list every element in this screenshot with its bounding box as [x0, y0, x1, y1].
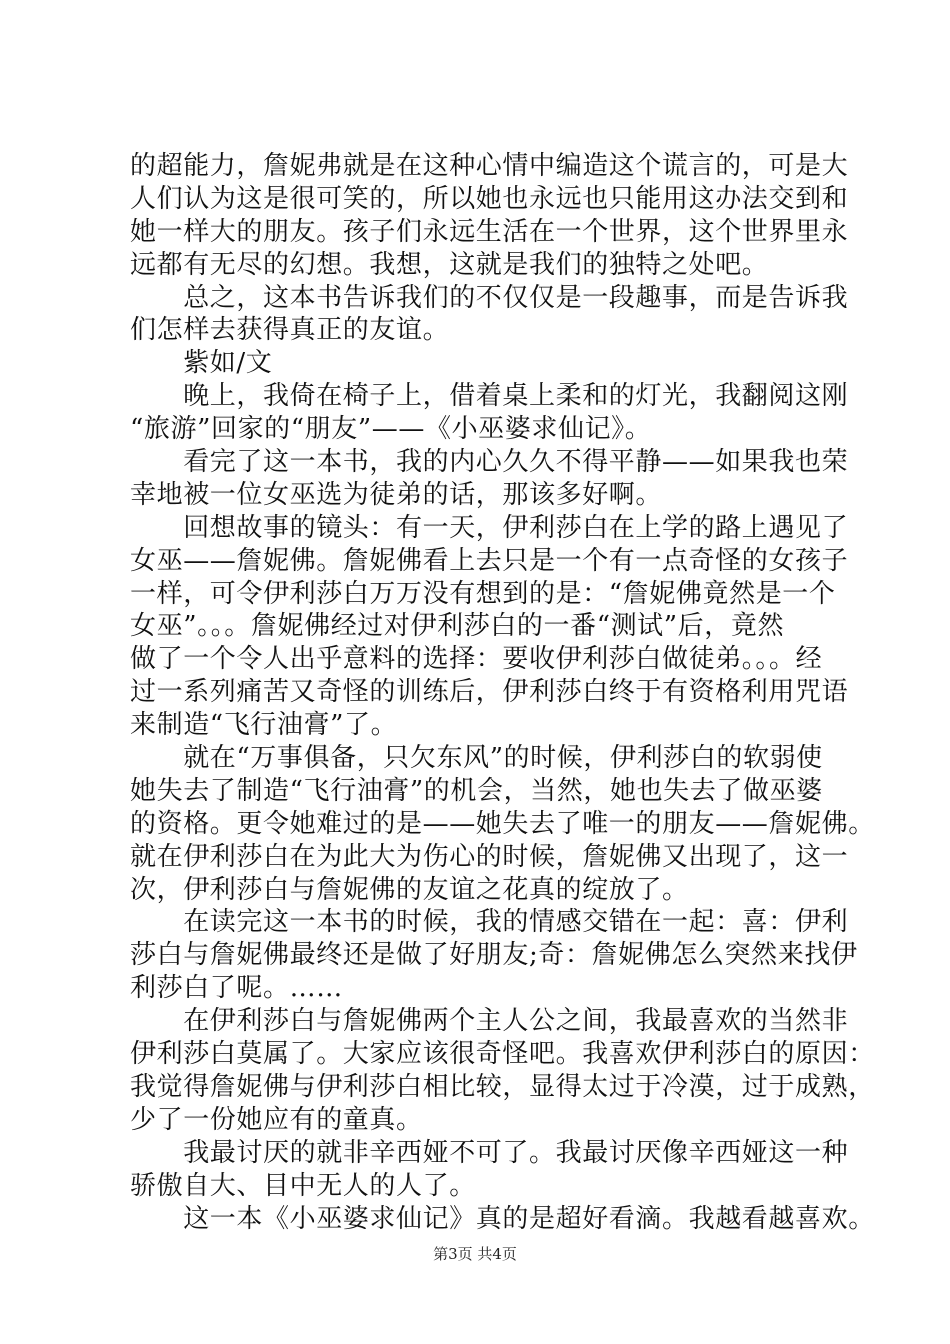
text-line: 的超能力，詹妮弗就是在这种心情中编造这个谎言的，可是大 [130, 151, 849, 181]
text-line: 看完了这一本书，我的内心久久不得平静——如果我也荣 [130, 447, 849, 478]
text-line: 做了一个令人出乎意料的选择：要收伊利莎白做徒弟。。。经 [130, 644, 823, 675]
text-line: 在读完这一本书的时候，我的情感交错在一起：喜：伊利 [130, 907, 849, 938]
text-line: “旅游”回家的“朋友”——《小巫婆求仙记》。 [130, 414, 652, 445]
text-line: 人们认为这是很可笑的，所以她也永远也只能用这办法交到和 [130, 183, 849, 214]
text-line: 过一系列痛苦又奇怪的训练后，伊利莎白终于有资格利用咒语 [130, 677, 849, 708]
text-line: 一样，可令伊利莎白万万没有想到的是：“詹妮佛竟然是一个 [130, 578, 836, 609]
text-line: 她失去了制造“飞行油膏”的机会，当然，她也失去了做巫婆 [130, 775, 823, 806]
text-line: 利莎白了呢。…… [130, 973, 343, 1004]
text-line: 就在伊利莎白在为此大为伤心的时候，詹妮佛又出现了，这一 [130, 841, 849, 872]
text-line: 她一样大的朋友。孩子们永远生活在一个世界，这个世界里永 [130, 216, 849, 247]
text-line: 幸地被一位女巫选为徒弟的话，那该多好啊。 [130, 479, 663, 510]
text-line: 我觉得詹妮佛与伊利莎白相比较，显得太过于冷漠，过于成熟， [130, 1071, 875, 1102]
text-line: 来制造“飞行油膏”了。 [130, 710, 398, 741]
text-line: 我最讨厌的就非辛西娅不可了。我最讨厌像辛西娅这一种 [130, 1137, 849, 1168]
text-line: 就在“万事俱备，只欠东风”的时候，伊利莎白的软弱使 [130, 743, 823, 774]
text-line: 莎白与詹妮佛最终还是做了好朋友;奇：詹妮佛怎么突然来找伊 [130, 940, 858, 971]
text-line: 的资格。更令她难过的是——她失去了唯一的朋友——詹妮佛。 [130, 808, 875, 839]
text-line: 女巫”。。。詹妮佛经过对伊利莎白的一番“测试”后，竟然 [130, 611, 785, 642]
page-number-footer: 第3页 共4页 [433, 1245, 517, 1263]
text-line: 骄傲自大、目中无人的人了。 [130, 1170, 476, 1201]
text-line: 次，伊利莎白与詹妮佛的友谊之花真的绽放了。 [130, 874, 689, 905]
text-line: 晚上，我倚在椅子上，借着桌上柔和的灯光，我翻阅这刚 [130, 381, 849, 412]
text-line: 这一本《小巫婆求仙记》真的是超好看滴。我越看越喜欢。 [130, 1203, 875, 1234]
text-line: 们怎样去获得真正的友谊。 [130, 315, 450, 346]
text-line: 远都有无尽的幻想。我想，这就是我们的独特之处吧。 [130, 249, 769, 280]
text-line: 少了一份她应有的童真。 [130, 1104, 423, 1135]
author-line: 紫如/文 [130, 348, 273, 379]
text-line: 总之，这本书告诉我们的不仅仅是一段趣事，而是告诉我 [130, 282, 849, 313]
text-line: 在伊利莎白与詹妮佛两个主人公之间，我最喜欢的当然非 [130, 1006, 849, 1037]
text-line: 女巫——詹妮佛。詹妮佛看上去只是一个有一点奇怪的女孩子 [130, 545, 849, 576]
body-text [130, 150, 875, 1235]
text-line: 回想故事的镜头：有一天，伊利莎白在上学的路上遇见了 [130, 512, 849, 543]
text-line: 伊利莎白莫属了。大家应该很奇怪吧。我喜欢伊利莎白的原因： [130, 1039, 875, 1070]
